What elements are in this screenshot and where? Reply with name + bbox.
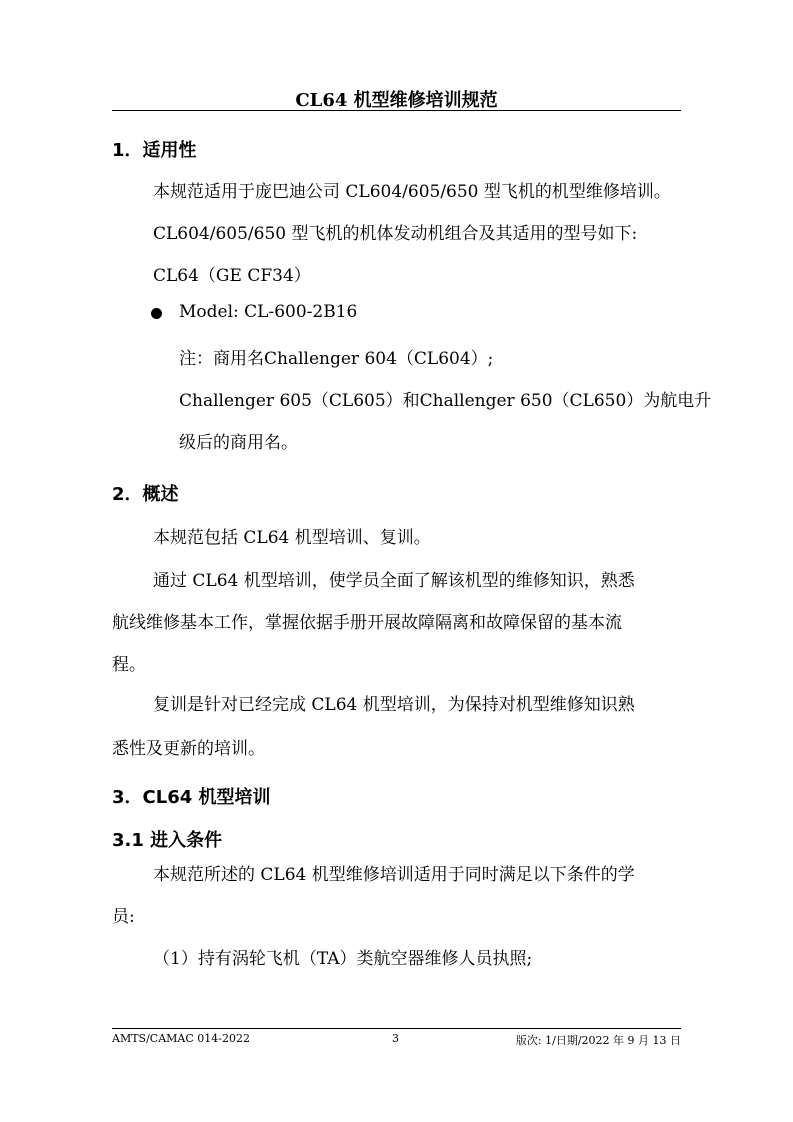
section-1-heading: 1．适用性 [112,140,197,161]
section-3-line-1: 本规范所述的 CL64 机型维修培训适用于同时满足以下条件的学 [153,865,635,885]
section-1-line-2: CL604/605/650 型飞机的机体发动机组合及其适用的型号如下: [153,224,638,244]
model-bullet-item: Model: CL-600-2B16 [179,302,358,322]
section-2-line-4: 程。 [112,655,146,675]
footer-doc-id: AMTS/CAMAC 014-2022 [112,1032,250,1045]
section-2-line-5: 复训是针对已经完成 CL64 机型培训，为保持对机型维修知识熟 [153,695,635,715]
header-divider [112,110,681,111]
footer-version: 版次: 1/日期/2022 年 9 月 13 日 [515,1034,681,1047]
section-2-line-3: 航线维修基本工作，掌握依据手册开展故障隔离和故障保留的基本流 [112,613,622,633]
section-3-1-heading: 3.1 进入条件 [112,830,223,851]
section-1-line-1: 本规范适用于庞巴迪公司 CL604/605/650 型飞机的机型维修培训。 [153,182,671,202]
footer-divider [112,1028,681,1029]
condition-item-1: （1）持有涡轮飞机（TA）类航空器维修人员执照; [153,949,533,969]
note-line-2: Challenger 605（CL605）和Challenger 650（CL650）为航电升 [179,391,712,411]
page-title: CL64 机型维修培训规范 [295,90,498,111]
section-2-line-1: 本规范包括 CL64 机型培训、复训。 [153,528,431,548]
section-2-line-6: 悉性及更新的培训。 [112,739,265,759]
footer-page-number: 3 [392,1032,399,1045]
section-2-line-2: 通过 CL64 机型培训，使学员全面了解该机型的维修知识，熟悉 [153,571,635,591]
note-line-3: 级后的商用名。 [179,433,298,453]
note-line-1: 注：商用名Challenger 604（CL604）; [179,349,494,369]
section-3-line-2: 员: [112,907,135,927]
section-1-line-3: CL64（GE CF34） [153,266,311,286]
bullet-icon [151,308,162,319]
section-2-heading: 2．概述 [112,484,179,505]
section-3-heading: 3．CL64 机型培训 [112,787,271,808]
